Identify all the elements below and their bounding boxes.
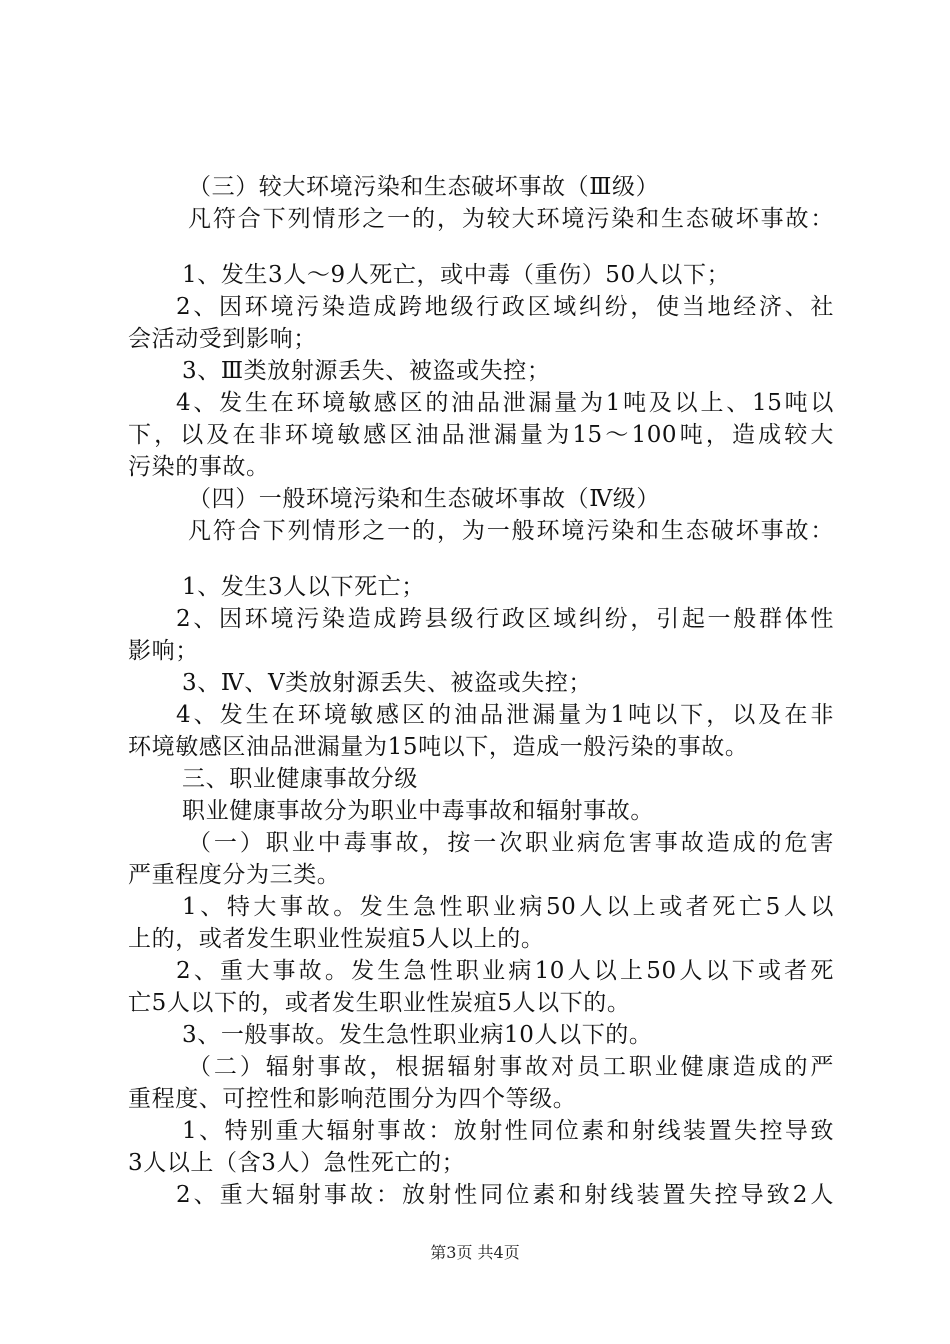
paragraph-line: 严重程度分为三类。 [128, 862, 341, 888]
paragraph-line: 环境敏感区油品泄漏量为15吨以下，造成一般污染的事故。 [128, 734, 749, 760]
paragraph-line: 4、发生在环境敏感区的油品泄漏量为1吨及以上、15吨以 [176, 390, 834, 416]
paragraph-line: （一）职业中毒事故，按一次职业病危害事故造成的危害 [188, 830, 834, 856]
paragraph-line: 影响； [128, 638, 199, 664]
section-heading: 三、职业健康事故分级 [182, 766, 418, 792]
paragraph-line: 1、发生3人～9人死亡，或中毒（重伤）50人以下； [182, 262, 731, 288]
paragraph-line: 2、重大事故。发生急性职业病10人以上50人以下或者死 [176, 958, 834, 984]
paragraph-line: 职业健康事故分为职业中毒事故和辐射事故。 [182, 798, 654, 824]
paragraph-line: 2、因环境污染造成跨县级行政区域纠纷，引起一般群体性 [176, 606, 834, 632]
paragraph-line: 3、一般事故。发生急性职业病10人以下的。 [182, 1022, 653, 1048]
paragraph-line: 重程度、可控性和影响范围分为四个等级。 [128, 1086, 577, 1112]
paragraph-line: 1、特大事故。发生急性职业病50人以上或者死亡5人以 [182, 894, 834, 920]
heading-level-iv: （四）一般环境污染和生态破坏事故（Ⅳ级） [188, 486, 660, 512]
paragraph-line: 2、因环境污染造成跨地级行政区域纠纷，使当地经济、社 [176, 294, 834, 320]
paragraph-line: （二）辐射事故，根据辐射事故对员工职业健康造成的严 [188, 1054, 834, 1080]
paragraph-line: 3人以上（含3人）急性死亡的； [128, 1150, 466, 1176]
paragraph-line: 2、重大辐射事故：放射性同位素和射线装置失控导致2人 [176, 1182, 834, 1208]
document-body [128, 171, 834, 1211]
paragraph-line: 3、Ⅲ类放射源丢失、被盗或失控； [182, 358, 551, 384]
paragraph-line: 会活动受到影响； [128, 326, 317, 352]
paragraph-line: 上的，或者发生职业性炭疽5人以上的。 [128, 926, 545, 952]
paragraph-gap [128, 235, 834, 259]
paragraph-line: 亡5人以下的，或者发生职业性炭疽5人以下的。 [128, 990, 631, 1016]
paragraph-line: 污染的事故。 [128, 454, 270, 480]
paragraph-line: 1、发生3人以下死亡； [182, 574, 425, 600]
heading-level-iii: （三）较大环境污染和生态破坏事故（Ⅲ级） [188, 174, 660, 200]
paragraph-gap [128, 547, 834, 571]
paragraph-line: 1、特别重大辐射事故：放射性同位素和射线装置失控导致 [182, 1118, 834, 1144]
paragraph-line: 凡符合下列情形之一的，为较大环境污染和生态破坏事故： [188, 206, 834, 232]
paragraph-line: 下，以及在非环境敏感区油品泄漏量为15～100吨，造成较大 [128, 422, 834, 448]
paragraph-line: 4、发生在环境敏感区的油品泄漏量为1吨以下，以及在非 [176, 702, 834, 728]
paragraph-line: 3、Ⅳ、Ⅴ类放射源丢失、被盗或失控； [182, 670, 593, 696]
page-footer: 第3页 共4页 [430, 1243, 520, 1262]
paragraph-line: 凡符合下列情形之一的，为一般环境污染和生态破坏事故： [188, 518, 834, 544]
